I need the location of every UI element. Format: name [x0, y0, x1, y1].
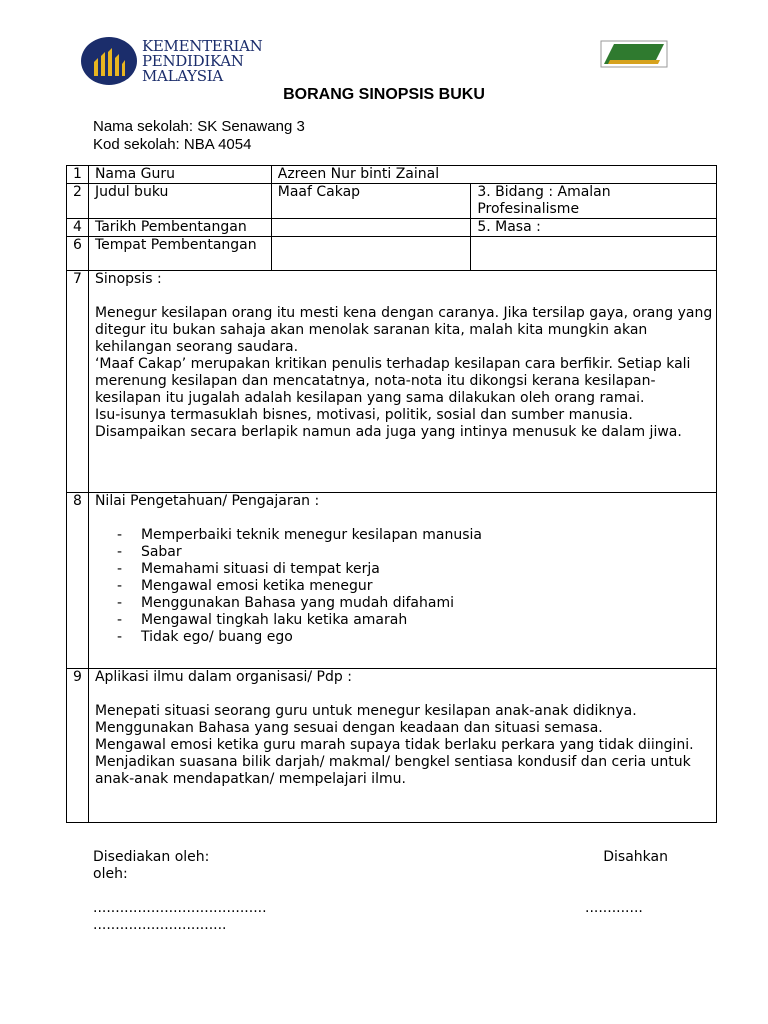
time-field: 5. Masa :: [471, 219, 717, 237]
form-row-synopsis: [67, 271, 717, 493]
teacher-value: Azreen Nur binti Zainal: [271, 166, 716, 184]
prepared-by-signature-line: .......................................: [93, 900, 267, 916]
row-number: 1: [67, 166, 89, 184]
teacher-label: Nama Guru: [88, 166, 271, 184]
form-row-values: [67, 493, 717, 669]
school-name: Nama sekolah: SK Senawang 3: [93, 118, 305, 135]
book-title-label: Judul buku: [88, 184, 271, 219]
date-label: Tarikh Pembentangan: [88, 219, 271, 237]
row-number: 4: [67, 219, 89, 237]
date-value: [271, 219, 471, 237]
row-number: 8: [67, 493, 89, 669]
form-row-application: [67, 669, 717, 823]
ministry-name-line3: MALAYSIA: [142, 67, 223, 85]
list-item: - Tidak ego/ buang ego: [117, 629, 716, 646]
school-info: [93, 118, 305, 154]
application-paragraph: Mengawal emosi ketika guru marah supaya tidak berlaku perkara yang tidak diingini.: [94, 737, 694, 753]
values-list: [95, 527, 716, 646]
ministry-name: [142, 39, 262, 84]
synopsis-paragraph: Menegur kesilapan orang itu mesti kena dengan caranya. Jika tersilap gaya, orang yang ditegur itu bukan sahaja akan menolak saranan kita, malah kita mungkin akan kehilangan seorang saudara.: [94, 305, 713, 355]
ministry-name-line2: PENDIDIKAN: [142, 52, 244, 70]
synopsis-label: Sinopsis :: [94, 271, 162, 287]
form-row-teacher: [67, 166, 717, 184]
values-label: Nilai Pengetahuan/ Pengajaran :: [94, 493, 320, 509]
list-item: - Sabar: [117, 544, 716, 561]
row-number: 7: [67, 271, 89, 493]
venue-extra: [471, 237, 717, 271]
list-item: - Memperbaiki teknik menegur kesilapan manusia: [117, 527, 716, 544]
synopsis-paragraph: Isu-isunya termasuklah bisnes, motivasi, politik, sosial dan sumber manusia. Disampaikan secara berlapik namun ada juga yang intinya menusuk ke dalam jiwa.: [94, 407, 682, 440]
approved-by-label: Disahkan: [603, 849, 668, 865]
list-item: - Menggunakan Bahasa yang mudah difahami: [117, 595, 716, 612]
prepared-by-label: Disediakan oleh:: [93, 849, 210, 865]
application-paragraph: Menjadikan suasana bilik darjah/ makmal/ bengkel sentiasa kondusif dan ceria untuk anak-anak mendapatkan/ mempelajari ilmu.: [94, 754, 691, 787]
list-item: - Mengawal emosi ketika menegur: [117, 578, 716, 595]
book-title-value: Maaf Cakap: [271, 184, 471, 219]
row-number: 6: [67, 237, 89, 271]
values-cell: [88, 493, 716, 669]
form-row-book-title: [67, 184, 717, 219]
signature-section: [93, 849, 693, 934]
synopsis-cell: [88, 271, 716, 493]
form-row-date: [67, 219, 717, 237]
signature-line-cont: ..............................: [93, 917, 227, 933]
synopsis-form: [66, 165, 717, 823]
list-item: - Memahami situasi di tempat kerja: [117, 561, 716, 578]
approved-by-signature-line: .............: [585, 900, 643, 916]
application-paragraph: Menepati situasi seorang guru untuk menegur kesilapan anak-anak didiknya.: [94, 703, 637, 719]
application-label: Aplikasi ilmu dalam organisasi/ Pdp :: [94, 669, 352, 685]
venue-value: [271, 237, 471, 271]
school-code: Kod sekolah: NBA 4054: [93, 136, 252, 153]
synopsis-paragraph: ‘Maaf Cakap’ merupakan kritikan penulis terhadap kesilapan cara berfikir. Setiap kali merenung kesilapan dan mencatatnya, nota-nota itu dikongsi kerana kesilapan-kesilapan itu jugalah adalah kesilapan yang sama dilakukan oleh orang ramai.: [94, 356, 691, 406]
ministry-name-line1: KEMENTERIAN: [142, 37, 263, 55]
approved-by-label-cont: oleh:: [93, 866, 128, 882]
form-row-venue: [67, 237, 717, 271]
page-title: BORANG SINOPSIS BUKU: [283, 86, 485, 103]
ministry-logo: [80, 36, 280, 86]
row-number: 2: [67, 184, 89, 219]
venue-label: Tempat Pembentangan: [88, 237, 271, 271]
list-item: - Mengawal tingkah laku ketika amarah: [117, 612, 716, 629]
application-cell: [88, 669, 716, 823]
bpg-emblem-icon: [600, 40, 668, 68]
application-paragraph: Menggunakan Bahasa yang sesuai dengan keadaan dan situasi semasa.: [94, 720, 603, 736]
field-area: 3. Bidang : Amalan Profesinalisme: [471, 184, 717, 219]
bpg-logo: [600, 40, 668, 68]
ministry-emblem-icon: [80, 36, 138, 86]
row-number: 9: [67, 669, 89, 823]
